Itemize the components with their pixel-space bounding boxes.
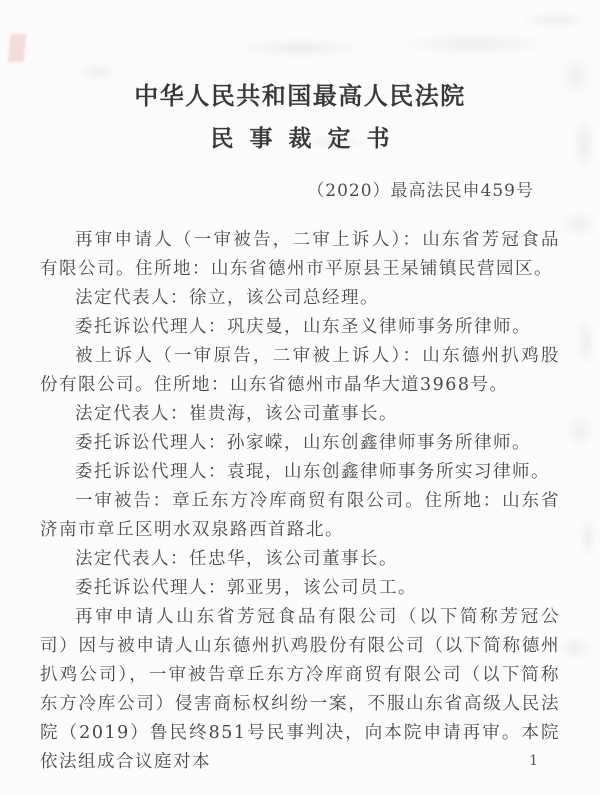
scan-artifact [558, 635, 592, 661]
document-body [40, 226, 560, 777]
paragraph-agent-3: 委托诉讼代理人：袁琨，山东创鑫律师事务所实习律师。 [75, 462, 550, 482]
court-name: 中华人民共和国最高人民法院 [134, 81, 466, 110]
document-header [0, 0, 600, 201]
scan-artifact [560, 210, 596, 238]
paragraph-case-summary: 再审申请人山东省芳冠食品有限公司（以下简称芳冠公司）因与被申请人山东德州扒鸡股份有限公司（以下简称德州扒鸡公司），一审被告章丘东方冷库商贸有限公司（以下简称东方冷库公司）侵害商标权纠纷一案，不服山东省高级人民法院（2019）鲁民终851号民事判决，向本院申请再审。本院依法组成合议庭对本 [40, 607, 560, 772]
paragraph-agent-2: 委托诉讼代理人：孙家嵘，山东创鑫律师事务所律师。 [75, 433, 531, 453]
case-number: （2020）最高法民申459号 [307, 181, 534, 201]
paragraph-legal-rep-3: 法定代表人：任忠华，该公司董事长。 [75, 549, 398, 569]
scan-artifact [580, 515, 596, 559]
paragraph-legal-rep-1: 法定代表人：徐立，该公司总经理。 [75, 288, 379, 308]
paragraph-first-instance-defendant: 一审被告：章丘东方冷库商贸有限公司。住所地：山东省济南市章丘区明水双泉路西首路北。 [40, 491, 560, 540]
paragraph-retrial-applicant: 再审申请人（一审被告，二审上诉人）：山东省芳冠食品有限公司。住所地：山东省德州市平原县王杲铺镇民营园区。 [40, 230, 560, 279]
scan-artifact [576, 315, 596, 367]
document-title: 民事裁定书 [210, 125, 406, 152]
paragraph-agent-1: 委托诉讼代理人：巩庆曼，山东圣义律师事务所律师。 [75, 317, 531, 337]
paragraph-appellee: 被上诉人（一审原告，二审被上诉人）：山东德州扒鸡股份有限公司。住所地：山东省德州市晶华大道3968号。 [40, 346, 560, 395]
scan-artifact [566, 415, 594, 447]
page-number: 1 [529, 753, 538, 769]
paragraph-legal-rep-2: 法定代表人：崔贵海，该公司董事长。 [75, 404, 398, 424]
paragraph-agent-4: 委托诉讼代理人：郭亚男，该公司员工。 [75, 578, 417, 598]
